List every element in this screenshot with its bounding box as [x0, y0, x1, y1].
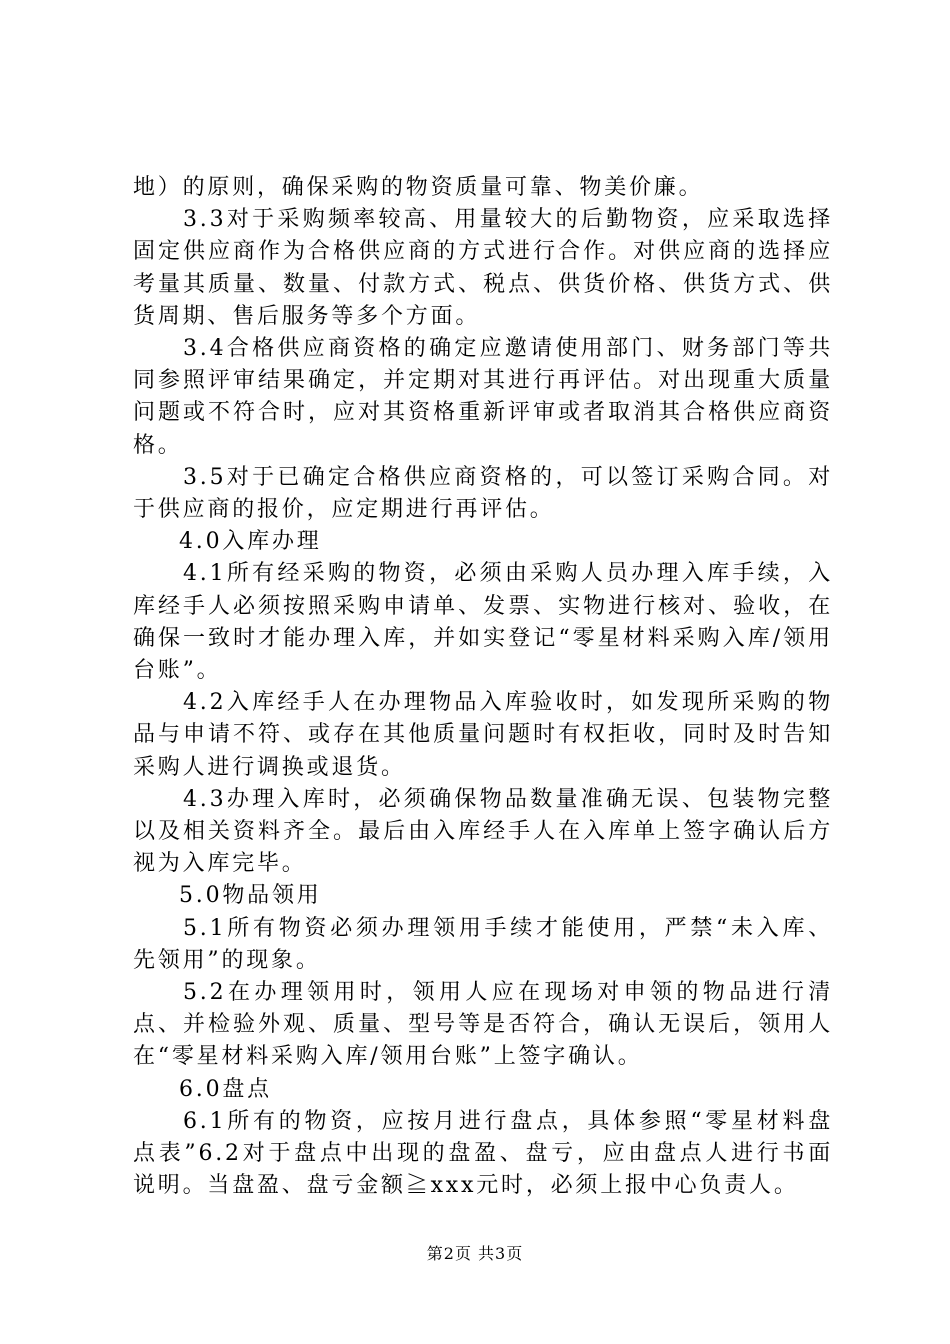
section-heading-5: 5.0物品领用	[179, 883, 322, 909]
clause-3-3: 3.3对于采购频率较高、用量较大的后勤物资，应采取选择固定供应商作为合格供应商的方式进行合作。对供应商的选择应考量其质量、数量、付款方式、税点、供货价格、供货方式、供货周期、售后服务等多个方面。	[133, 207, 833, 329]
paragraph-continuation: 地）的原则，确保采购的物资质量可靠、物美价廉。	[133, 175, 704, 200]
clause-5-2: 5.2在办理领用时，领用人应在现场对申领的物品进行清点、并检验外观、质量、型号等是否符合，确认无误后，领用人在“零星材料采购入库/领用台账”上签字确认。	[133, 980, 833, 1070]
clause-4-3: 4.3办理入库时，必须确保物品数量准确无误、包装物完整以及相关资料齐全。最后由入库经手人在入库单上签字确认后方视为入库完毕。	[133, 786, 833, 877]
section-heading-4: 4.0入库办理	[179, 529, 322, 555]
clause-4-1: 4.1所有经采购的物资，必须由采购人员办理入库手续，入库经手人必须按照采购申请单、发票、实物进行核对、验收，在确保一致时才能办理入库，并如实登记“零星材料采购入库/领用台账”。	[133, 561, 833, 684]
clause-5-1: 5.1所有物资必须办理领用手续才能使用，严禁“未入库、先领用”的现象。	[133, 915, 833, 973]
page-number-footer: 第2页 共3页	[426, 1244, 524, 1263]
clause-6-1: 6.1所有的物资，应按月进行盘点，具体参照“零星材料盘点表”6.2对于盘点中出现的盘盈、盘亏，应由盘点人进行书面说明。当盘盈、盘亏金额≧xxx元时，必须上报中心负责人。	[133, 1108, 833, 1199]
section-heading-6: 6.0盘点	[179, 1076, 272, 1102]
clause-3-4: 3.4合格供应商资格的确定应邀请使用部门、财务部门等共同参照评审结果确定，并定期对其进行再评估。对出现重大质量问题或不符合时，应对其资格重新评审或者取消其合格供应商资格。	[133, 336, 833, 458]
clause-3-5: 3.5对于已确定合格供应商资格的，可以签订采购合同。对于供应商的报价，应定期进行再评估。	[133, 464, 833, 523]
clause-4-2: 4.2入库经手人在办理物品入库验收时，如发现所采购的物品与申请不符、或存在其他质量问题时有权拒收，同时及时告知采购人进行调换或退货。	[133, 690, 833, 780]
document-body	[133, 172, 833, 1203]
